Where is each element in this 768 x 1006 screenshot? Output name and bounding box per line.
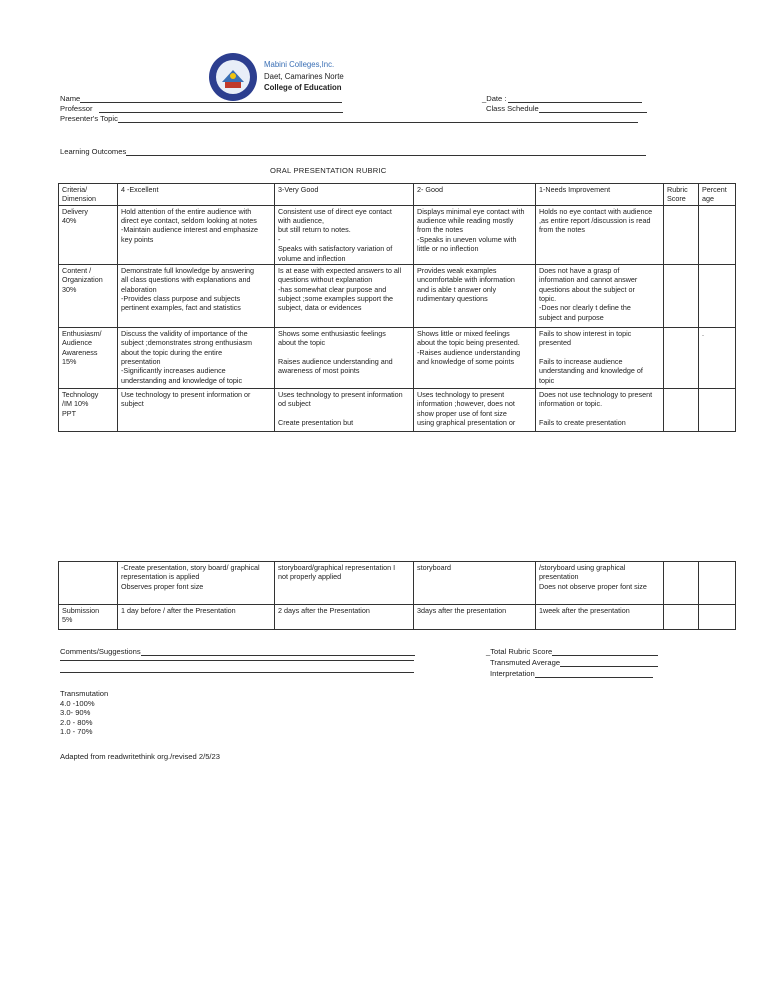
very-good-cell-line: 2 days after the Presentation	[278, 606, 370, 615]
needs-improvement-cell-line: from the notes	[539, 225, 585, 235]
good-cell	[414, 264, 536, 327]
very-good-cell-line: Uses technology to present information	[278, 389, 403, 399]
needs-improvement-cell-line: -Does nor clearly t define the	[539, 303, 631, 313]
excellent-cell-line: presentation	[121, 356, 161, 366]
criteria-cell-line: Submission	[62, 606, 100, 615]
criteria-cell	[59, 562, 118, 605]
rubric-title: ORAL PRESENTATION RUBRIC	[270, 166, 387, 175]
class-schedule-field[interactable]	[486, 104, 647, 113]
very-good-cell-line: storyboard/graphical representation I	[278, 563, 396, 572]
criteria-cell	[59, 388, 118, 431]
rubric-score-cell[interactable]	[664, 205, 699, 264]
criteria-cell	[59, 205, 118, 264]
excellent-cell-line: Observes proper font size	[121, 581, 204, 591]
table-row	[59, 605, 736, 630]
excellent-cell-line: subject ;demonstrates strong enthusiasm	[121, 338, 253, 348]
excellent-cell-line: elaboration	[121, 284, 157, 294]
date-label: _Date :	[482, 94, 507, 103]
very-good-cell	[275, 562, 414, 605]
presenter-topic-field[interactable]	[60, 114, 638, 123]
needs-improvement-cell-line: Fails to increase audience	[539, 356, 623, 366]
very-good-cell-line: about the topic	[278, 338, 326, 348]
needs-improvement-cell	[536, 605, 664, 630]
needs-improvement-cell-line: information and cannot answer	[539, 275, 638, 285]
very-good-cell-line: -	[278, 234, 281, 244]
needs-improvement-cell-line: Does not have a grasp of	[539, 265, 620, 275]
excellent-cell-line: about the topic during the entire	[121, 347, 223, 357]
rubric-score-cell[interactable]	[664, 562, 699, 605]
very-good-cell-line: Is at ease with expected answers to all	[278, 265, 402, 275]
very-good-cell-line: Create presentation but	[278, 417, 354, 427]
good-cell-line: about the topic being presented.	[417, 338, 520, 348]
excellent-cell-line: -Create presentation, story board/ graphical	[121, 563, 260, 572]
very-good-cell-line: not properly applied	[278, 572, 342, 582]
percentage-mark: .	[702, 328, 704, 338]
comments-label: Comments/Suggestions	[60, 647, 141, 656]
needs-improvement-cell-line	[539, 409, 660, 418]
criteria-cell-line: Audience	[62, 338, 92, 348]
rubric-score-cell[interactable]	[664, 605, 699, 630]
professor-label: Professor	[60, 104, 93, 113]
transmuted-average-label: Transmuted Average	[490, 658, 561, 667]
rubric-table	[58, 183, 736, 432]
good-cell-line: storyboard	[417, 563, 451, 572]
very-good-cell-line: -has somewhat clear purpose and	[278, 284, 387, 294]
very-good-cell	[275, 205, 414, 264]
good-cell-line: Provides weak examples	[417, 265, 497, 275]
school-address: Daet, Camarines Norte	[264, 72, 344, 81]
very-good-cell-line: but still return to notes.	[278, 225, 351, 235]
good-cell-line: show proper use of font size	[417, 408, 507, 418]
needs-improvement-cell-line: Fails to show interest in topic	[539, 328, 632, 338]
table-row	[59, 562, 736, 605]
good-cell	[414, 205, 536, 264]
needs-improvement-cell-line: presented	[539, 338, 571, 348]
very-good-cell-line: awareness of most points	[278, 366, 360, 376]
good-cell-line: -Raises audience understanding	[417, 347, 521, 357]
needs-improvement-cell-line: 1week after the presentation	[539, 606, 630, 615]
good-cell-line: -Speaks in uneven volume with	[417, 234, 517, 244]
comments-line-3[interactable]	[60, 672, 414, 673]
professor-field[interactable]	[60, 104, 343, 113]
percentage-cell[interactable]	[699, 264, 736, 327]
percentage-cell[interactable]	[699, 327, 736, 388]
very-good-cell	[275, 264, 414, 327]
comments-field[interactable]	[60, 647, 415, 656]
excellent-cell-line: direct eye contact, seldom looking at notes	[121, 216, 257, 226]
good-cell-line: Uses technology to present	[417, 389, 505, 399]
transmutation-list	[60, 699, 95, 737]
good-cell	[414, 388, 536, 431]
excellent-cell-line: Use technology to present information or	[121, 389, 251, 399]
excellent-cell	[118, 605, 275, 630]
excellent-cell	[118, 327, 275, 388]
good-cell-line: 3days after the presentation	[417, 606, 507, 615]
needs-improvement-cell-line	[539, 348, 660, 357]
excellent-cell-line: subject	[121, 399, 144, 409]
name-label: Name	[60, 94, 81, 103]
column-header: Percent age	[699, 184, 736, 206]
excellent-cell-line: all class questions with explanations and	[121, 275, 251, 285]
needs-improvement-cell-line: understanding and knowledge of	[539, 366, 643, 376]
total-score-label: _Total Rubric Score	[486, 647, 553, 656]
rubric-score-cell[interactable]	[664, 388, 699, 431]
interpretation-field[interactable]	[490, 669, 653, 678]
excellent-cell-line: -Maintain audience interest and emphasize	[121, 225, 259, 235]
excellent-cell	[118, 562, 275, 605]
very-good-cell-line	[278, 348, 410, 357]
learning-outcomes-label: Learning Outcomes	[60, 147, 127, 156]
rubric-score-cell[interactable]	[664, 264, 699, 327]
criteria-cell-line: Enthusiasm/	[62, 328, 102, 338]
needs-improvement-cell-line: Does not observe proper font size	[539, 581, 647, 591]
good-cell-line: using graphical presentation or	[417, 417, 516, 427]
good-cell-line: audience while reading mostly	[417, 216, 514, 226]
table-row	[59, 388, 736, 431]
good-cell-line: information ;however, does not	[417, 399, 515, 409]
needs-improvement-cell-line: Does not use technology to present	[539, 389, 653, 399]
needs-improvement-cell-line: topic	[539, 375, 555, 385]
needs-improvement-cell	[536, 264, 664, 327]
percentage-cell[interactable]	[699, 605, 736, 630]
needs-improvement-cell-line: topic.	[539, 293, 557, 303]
percentage-cell[interactable]	[699, 388, 736, 431]
good-cell-line: uncomfortable with information	[417, 275, 515, 285]
table-row	[59, 205, 736, 264]
adapted-note: Adapted from readwritethink org./revised 2/5/23	[60, 752, 220, 761]
needs-improvement-cell-line: presentation	[539, 572, 579, 582]
very-good-cell-line: od subject	[278, 399, 311, 409]
excellent-cell-line: -Significantly increases audience	[121, 366, 226, 376]
excellent-cell	[118, 264, 275, 327]
good-cell-line: and knowledge of some points	[417, 356, 515, 366]
excellent-cell-line: pertinent examples, fact and statistics	[121, 303, 241, 313]
very-good-cell-line	[278, 409, 410, 418]
excellent-cell-line: representation is applied	[121, 572, 200, 582]
very-good-cell	[275, 327, 414, 388]
column-header: 4 -Excellent	[118, 184, 275, 206]
needs-improvement-cell	[536, 205, 664, 264]
needs-improvement-cell-line: questions about the subject or	[539, 284, 635, 294]
good-cell	[414, 562, 536, 605]
good-cell-line: little or no inflection	[417, 244, 479, 254]
criteria-cell	[59, 327, 118, 388]
excellent-cell-line: -Provides class purpose and subjects	[121, 293, 241, 303]
very-good-cell-line: volume and inflection	[278, 253, 346, 263]
needs-improvement-cell-line: /storyboard using graphical	[539, 563, 626, 572]
presenter-topic-label: Presenter's Topic	[60, 114, 118, 123]
very-good-cell	[275, 605, 414, 630]
college-name: College of Education	[264, 83, 342, 92]
criteria-cell-line: 30%	[62, 284, 77, 294]
very-good-cell-line: subject, data or evidences	[278, 303, 362, 313]
needs-improvement-cell-line: ,as entire report /discussion is read	[539, 216, 651, 226]
transmutation-item: 1.0 - 70%	[60, 727, 93, 737]
column-header: Rubric Score	[664, 184, 699, 206]
good-cell	[414, 327, 536, 388]
table-row	[59, 264, 736, 327]
excellent-cell	[118, 205, 275, 264]
criteria-cell-line: PPT	[62, 408, 76, 418]
percentage-cell[interactable]	[699, 205, 736, 264]
column-header: 3-Very Good	[275, 184, 414, 206]
criteria-cell	[59, 264, 118, 327]
needs-improvement-cell	[536, 388, 664, 431]
very-good-cell-line: questions without explanation	[278, 275, 373, 285]
very-good-cell-line: subject ;some examples support the	[278, 293, 394, 303]
criteria-cell-line: 15%	[62, 356, 77, 366]
transmutation-item: 2.0 - 80%	[60, 717, 93, 727]
criteria-cell-line: Awareness	[62, 347, 98, 357]
table-header-row	[59, 184, 736, 206]
very-good-cell-line: with audience,	[278, 216, 324, 226]
transmuted-average-field[interactable]	[490, 658, 658, 667]
very-good-cell-line: Shows some enthusiastic feelings	[278, 328, 386, 338]
very-good-cell-line: Raises audience understanding and	[278, 356, 393, 366]
good-cell-line: Shows little or mixed feelings	[417, 328, 510, 338]
very-good-cell-line: Consistent use of direct eye contact	[278, 206, 392, 216]
needs-improvement-cell	[536, 562, 664, 605]
excellent-cell-line: understanding and knowledge of topic	[121, 375, 243, 385]
column-header: 1-Needs Improvement	[536, 184, 664, 206]
transmutation-item: 4.0 -100%	[60, 699, 95, 708]
excellent-cell-line: Discuss the validity of importance of the	[121, 328, 248, 338]
very-good-cell	[275, 388, 414, 431]
needs-improvement-cell-line: subject and purpose	[539, 312, 604, 322]
excellent-cell-line: Demonstrate full knowledge by answering	[121, 265, 255, 275]
good-cell-line: from the notes	[417, 225, 463, 235]
name-field[interactable]	[60, 94, 342, 103]
good-cell	[414, 605, 536, 630]
percentage-cell[interactable]	[699, 562, 736, 605]
date-field[interactable]	[482, 94, 642, 103]
transmutation-title: Transmutation	[60, 689, 109, 698]
criteria-cell	[59, 605, 118, 630]
criteria-cell-line: 40%	[62, 216, 77, 226]
excellent-cell	[118, 388, 275, 431]
comments-line-2[interactable]	[60, 660, 414, 661]
criteria-cell-line: Content /	[62, 265, 92, 275]
transmutation-item: 3.0- 90%	[60, 708, 91, 718]
criteria-cell-line: /IM 10%	[62, 399, 89, 409]
column-header: Criteria/ Dimension	[59, 184, 118, 206]
rubric-table-continued	[58, 561, 736, 630]
rubric-score-cell[interactable]	[664, 327, 699, 388]
excellent-cell-line: 1 day before / after the Presentation	[121, 606, 236, 615]
criteria-cell-line: 5%	[62, 615, 73, 625]
good-cell-line: Displays minimal eye contact with	[417, 206, 525, 216]
excellent-cell-line: key points	[121, 234, 154, 244]
school-name: Mabini Colleges,Inc.	[264, 60, 335, 69]
total-score-field[interactable]	[486, 647, 658, 656]
class-schedule-label: Class Schedule	[486, 104, 539, 113]
column-header: 2- Good	[414, 184, 536, 206]
criteria-cell-line: Delivery	[62, 206, 88, 216]
needs-improvement-cell-line: Fails to create presentation	[539, 417, 626, 427]
learning-outcomes-field[interactable]	[60, 147, 646, 156]
criteria-cell-line: Technology	[62, 389, 99, 399]
needs-improvement-cell	[536, 327, 664, 388]
needs-improvement-cell-line: Holds no eye contact with audience	[539, 206, 653, 216]
interpretation-label: Interpretation	[490, 669, 535, 678]
good-cell-line: and is able t answer only	[417, 284, 497, 294]
very-good-cell-line: Speaks with satisfactory variation of	[278, 244, 393, 254]
criteria-cell-line: Organization	[62, 275, 103, 285]
excellent-cell-line: Hold attention of the entire audience with	[121, 206, 252, 216]
good-cell-line: rudimentary questions	[417, 293, 488, 303]
table-row	[59, 327, 736, 388]
needs-improvement-cell-line: information or topic.	[539, 399, 603, 409]
